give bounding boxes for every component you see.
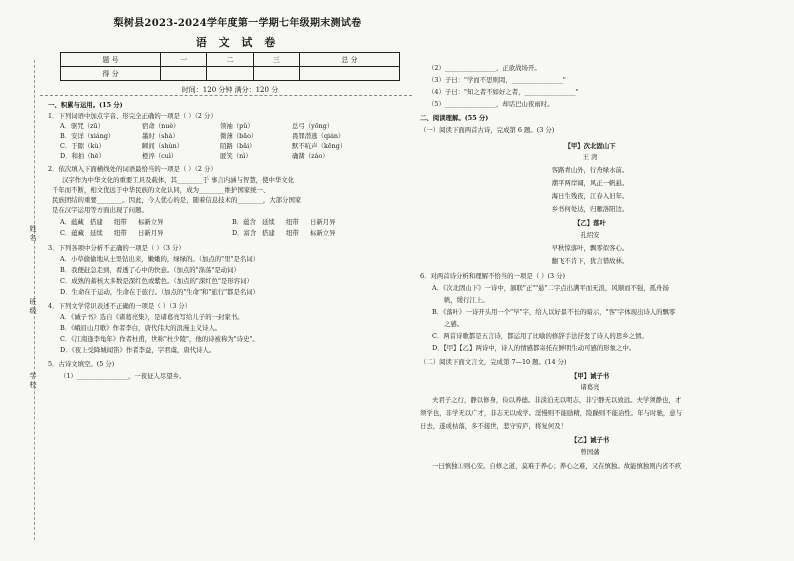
- score-cell: 总 分: [300, 53, 400, 67]
- name-label: 姓名: [29, 225, 37, 242]
- exam-subtitle: 语 文 试 卷: [195, 36, 280, 49]
- score-cell: 三: [253, 53, 299, 67]
- question-2: 2．依次填入下面横线处的词语最恰当的一项是（ ）（2 分）: [48, 165, 217, 173]
- q6-option-a: A．《次北固山下》一诗中，颔联"正""悬"二字点出满平而无浪，风顺而不强，孤舟扬: [432, 284, 669, 292]
- poem-a-title: 【甲】次北固山下: [564, 142, 616, 150]
- q5-blank-5[interactable]: （5）________________，却话巴山夜雨时。: [428, 100, 554, 108]
- q2-option-a: A．蕴藏 搭建 纽带 标新立异 B．蕴含 延续 纽带 日新月异: [60, 218, 336, 226]
- score-cell: 二: [207, 53, 253, 67]
- text-a-title: 【甲】诫子书: [570, 372, 610, 380]
- score-table: [60, 52, 400, 81]
- question-5: 5．古诗文填空。(5 分): [48, 360, 115, 368]
- q1-option-c: C．于隙（kù） 瞬间（shùn） 陌路（bǎi） 默不吭声（kēng）: [60, 142, 347, 150]
- poem-a-line: 海日生残夜，江春入旧年。: [551, 192, 629, 200]
- question-1: 1．下列词语中加点字音、形完全正确的一项是（ ）（2 分）: [48, 112, 217, 120]
- reading-part-2-intro: （二）阅读下面文言文，完成第 7—10 题。(14 分): [420, 358, 567, 366]
- q2-option-c: C．蕴藏 延续 纽带 日新月异 D．富含 搭建 纽带 标新立异: [60, 229, 336, 237]
- header-divider: [40, 95, 412, 96]
- poem-b-line: 早秋惊落叶，飘零似客心。: [551, 244, 629, 252]
- section-1-heading: 一、积累与运用。(15 分): [48, 101, 123, 109]
- q1-option-d: D．和拍（hè） 橙淬（cuì） 匿笑（nì） 确凿（záo）: [60, 152, 329, 160]
- q6-option-a-cont: 帆，缓行江上。: [444, 296, 489, 304]
- score-cell: 一: [160, 53, 206, 67]
- question-4: 4．下列文学常识表述不正确的一项是（ ）（3 分）: [48, 302, 192, 310]
- q3-option-a: A．小草偷偷地从土里钻出来，嫩嫩的，绿绿的。（加点的"里"是名词）: [60, 255, 260, 263]
- q1-option-b: B．安详（xiáng） 墨时（shà） 微薄（bāo） 畏罪潜逃（qián）: [60, 132, 345, 140]
- poem-a-line: 潮平两岸阔，风正一帆悬。: [551, 179, 629, 187]
- exam-title: 梨树县2023-2024学年度第一学期七年级期末测试卷: [113, 18, 362, 29]
- q6-option-b-cont: 之感。: [444, 320, 464, 328]
- q5-blank-4[interactable]: （4）子曰："知之者不如好之者，________________": [428, 88, 579, 96]
- score-row-values: [61, 67, 400, 81]
- text-b-line: 一曰慎独①则心安。自修之道，莫难于养心；养心之难，又在慎独。故能慎独则内省不疚: [432, 462, 682, 470]
- q4-option-d: D．《夜上受降城闻笛》作者李益，字君虞，唐代诗人。: [60, 346, 216, 354]
- score-cell: 得 分: [61, 67, 161, 81]
- q6-option-b: B．《落叶》一诗开头用一个"早"字，给人以好景不长的暗示，"客"字体现出诗人的飘零: [432, 308, 676, 316]
- poem-a-line: 乡书何处达，归雁洛阳边。: [551, 205, 629, 213]
- q5-blank-2[interactable]: （2）________________，正欲战场开。: [428, 64, 541, 72]
- question-6: 6．对两首诗分析和理解不恰当的一项是（ ）(3 分): [420, 272, 565, 280]
- q3-option-d: D．生命在于运动，生命在于旅行。（加点的"生命"和"旅行"都是名词）: [60, 288, 260, 296]
- poem-b-line: 翻飞不肯下，犹言惜故林。: [551, 257, 629, 265]
- q1-option-a: A．驱咒（zū） 宿命（nuè） 领袖（pǔ） 总弓（yōng）: [60, 122, 334, 130]
- score-cell: [160, 67, 206, 81]
- q5-blank-3[interactable]: （3）子曰："学而不思则罔，________________": [428, 76, 566, 84]
- score-cell: [207, 67, 253, 81]
- q2-passage-line-2: 千年而不断，相文优远于中华民族的文化认同，成为________维护国家统一、: [52, 186, 270, 194]
- q2-passage-line-3: 民族团结的重要________。因此，今人优心的是，随着信息技术的________，大部分国家: [52, 196, 302, 204]
- poem-b-author: 孔绍安: [580, 231, 600, 239]
- class-label: 班级: [29, 298, 37, 315]
- q5-blank-1[interactable]: （1）________________，一夜征人尽望乡。: [60, 372, 186, 380]
- q6-option-c: C．两首诗歌都是五言诗，都运用了比喻的修辞手法抒发了诗人的思乡之情。: [432, 332, 648, 340]
- school-label: 学校: [29, 372, 37, 389]
- q3-option-b: B．我便赶急走到，看透了心中的快意。（加点的"涤荡"是动词）: [60, 266, 240, 274]
- poem-b-title: 【乙】落叶: [574, 219, 606, 227]
- q4-option-b: B．《峨眉山月歌》作者李白，唐代伟大的浪漫主义诗人。: [60, 324, 222, 332]
- text-a-line: 须学也，非学无以广才，非志无以成学。淫慢则不能励精，险躁则不能冶性。年与时驰，意与: [420, 409, 683, 417]
- score-cell: [253, 67, 299, 81]
- text-a-line: 日去，遂成枯落，多不接世，悲守穷庐，将复何及！: [420, 422, 567, 430]
- poem-a-line: 客路青山外，行舟绿水前。: [551, 166, 629, 174]
- text-a-line: 夫君子之行，静以修身，俭以养德。非淡泊无以明志，非宁静无以致远。夫学须静也，才: [432, 396, 682, 404]
- score-row-header: [61, 53, 400, 67]
- q2-passage-line-4: 是在汉字运用等方面出现了问题。: [52, 206, 148, 214]
- q2-passage-line-1: 汉字作为中华文化的重要工具及载体，其________于 事言内涵与智慧，使中华文化: [62, 176, 295, 184]
- text-b-author: 曾国藩: [580, 448, 600, 456]
- question-3: 3．下列各项中分析不正确的一项是（ ）（3 分）: [48, 244, 185, 252]
- q3-option-c: C．成熟的蓄核大多数是深红色或紫色。（加点的"深红色"是形容词）: [60, 277, 253, 285]
- score-cell: [300, 67, 400, 81]
- q4-option-a: A．《诫子书》选自《诸葛亮集》，是诸葛亮写给儿子的一封家书。: [60, 313, 244, 321]
- section-2-heading: 二、阅读理解。(55 分): [420, 114, 489, 122]
- q6-option-d: D．【甲】【乙】两诗中，诗人的情感都寄托在鲜明生动可感的形象之中。: [432, 344, 636, 352]
- text-b-title: 【乙】诫子书: [570, 436, 610, 444]
- q4-option-c: C．《江南逢李龟年》作者杜甫，世称"杜少陵"，他的诗被称为"诗史"。: [60, 335, 259, 343]
- poem-a-author: 王 湾: [582, 153, 598, 161]
- text-a-author: 诸葛亮: [580, 383, 600, 391]
- reading-part-1-intro: （一）阅读下面两首古诗，完成第 6 题。(3 分): [420, 126, 555, 134]
- score-cell: 题 号: [61, 53, 161, 67]
- time-score-line: 时间：120 分钟 满分：120 分: [181, 86, 279, 94]
